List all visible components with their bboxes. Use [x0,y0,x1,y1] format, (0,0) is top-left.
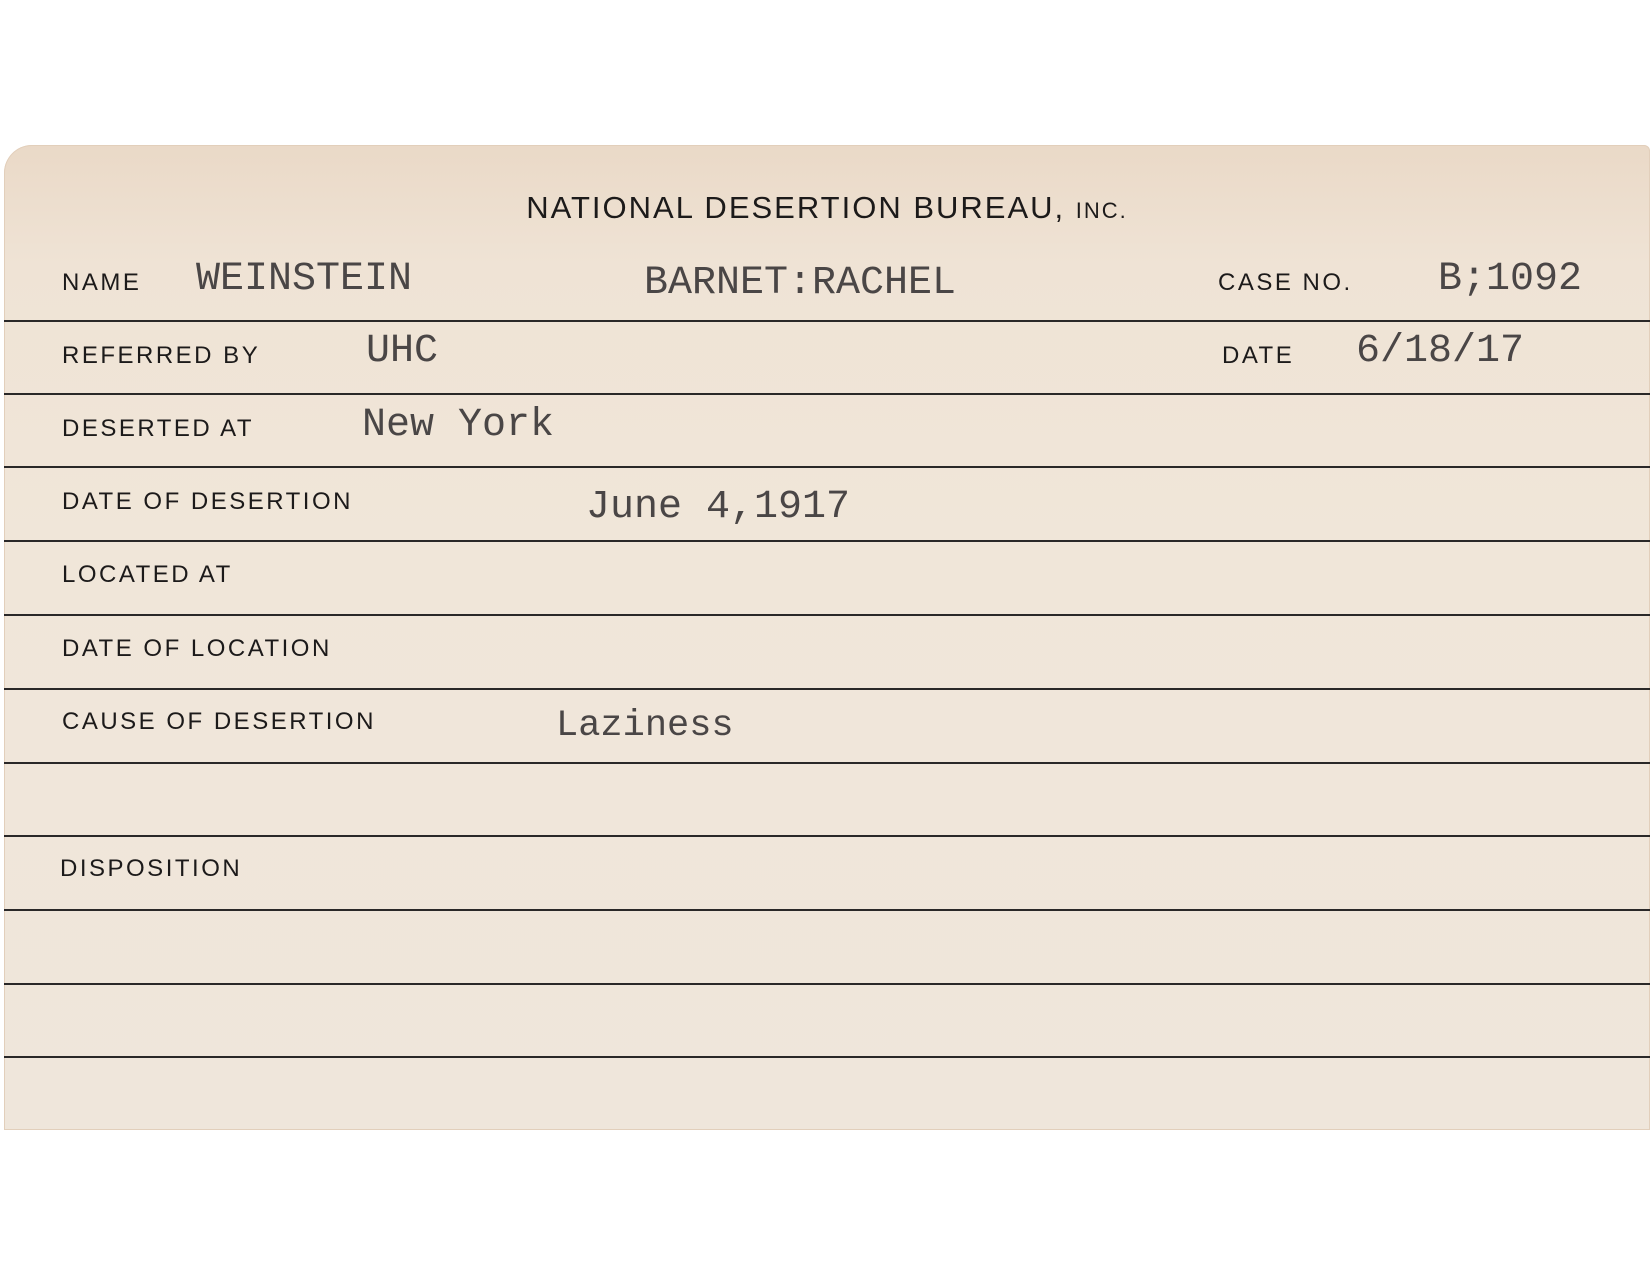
located-at-label: LOCATED AT [62,561,233,588]
date-of-location-label: DATE OF LOCATION [62,635,332,662]
cause-of-desertion-value: Laziness [556,705,734,747]
referred-by-label: REFERRED BY [62,342,261,369]
row-rule-6 [4,688,1650,690]
disposition-label: DISPOSITION [60,855,243,882]
row-rule-4 [4,540,1650,542]
row-rule-10 [4,983,1650,985]
date-of-desertion-label: DATE OF DESERTION [62,488,353,515]
row-rule-9 [4,909,1650,911]
date-label: DATE [1222,342,1295,369]
case-no-value: B;1092 [1438,257,1583,302]
card-title-text: NATIONAL DESERTION BUREAU, [526,190,1066,225]
name-surname-value: WEINSTEIN [196,257,413,302]
row-rule-8 [4,835,1650,837]
row-rule-11 [4,1056,1650,1058]
cause-of-desertion-label: CAUSE OF DESERTION [62,708,376,735]
date-value: 6/18/17 [1356,329,1525,374]
deserted-at-label: DESERTED AT [62,415,254,442]
deserted-at-value: New York [362,403,555,448]
referred-by-value: UHC [366,329,439,374]
row-rule-1 [4,320,1650,322]
case-no-label: CASE NO. [1218,269,1353,296]
row-rule-2 [4,393,1650,395]
row-rule-7 [4,762,1650,764]
name-label: NAME [62,269,142,296]
row-rule-3 [4,466,1650,468]
card-title-suffix: INC. [1075,198,1128,223]
name-given-value: BARNET:RACHEL [644,261,957,306]
card-title [4,190,1650,226]
row-rule-5 [4,614,1650,616]
date-of-desertion-value: June 4,1917 [586,485,851,530]
index-card [4,145,1650,1130]
